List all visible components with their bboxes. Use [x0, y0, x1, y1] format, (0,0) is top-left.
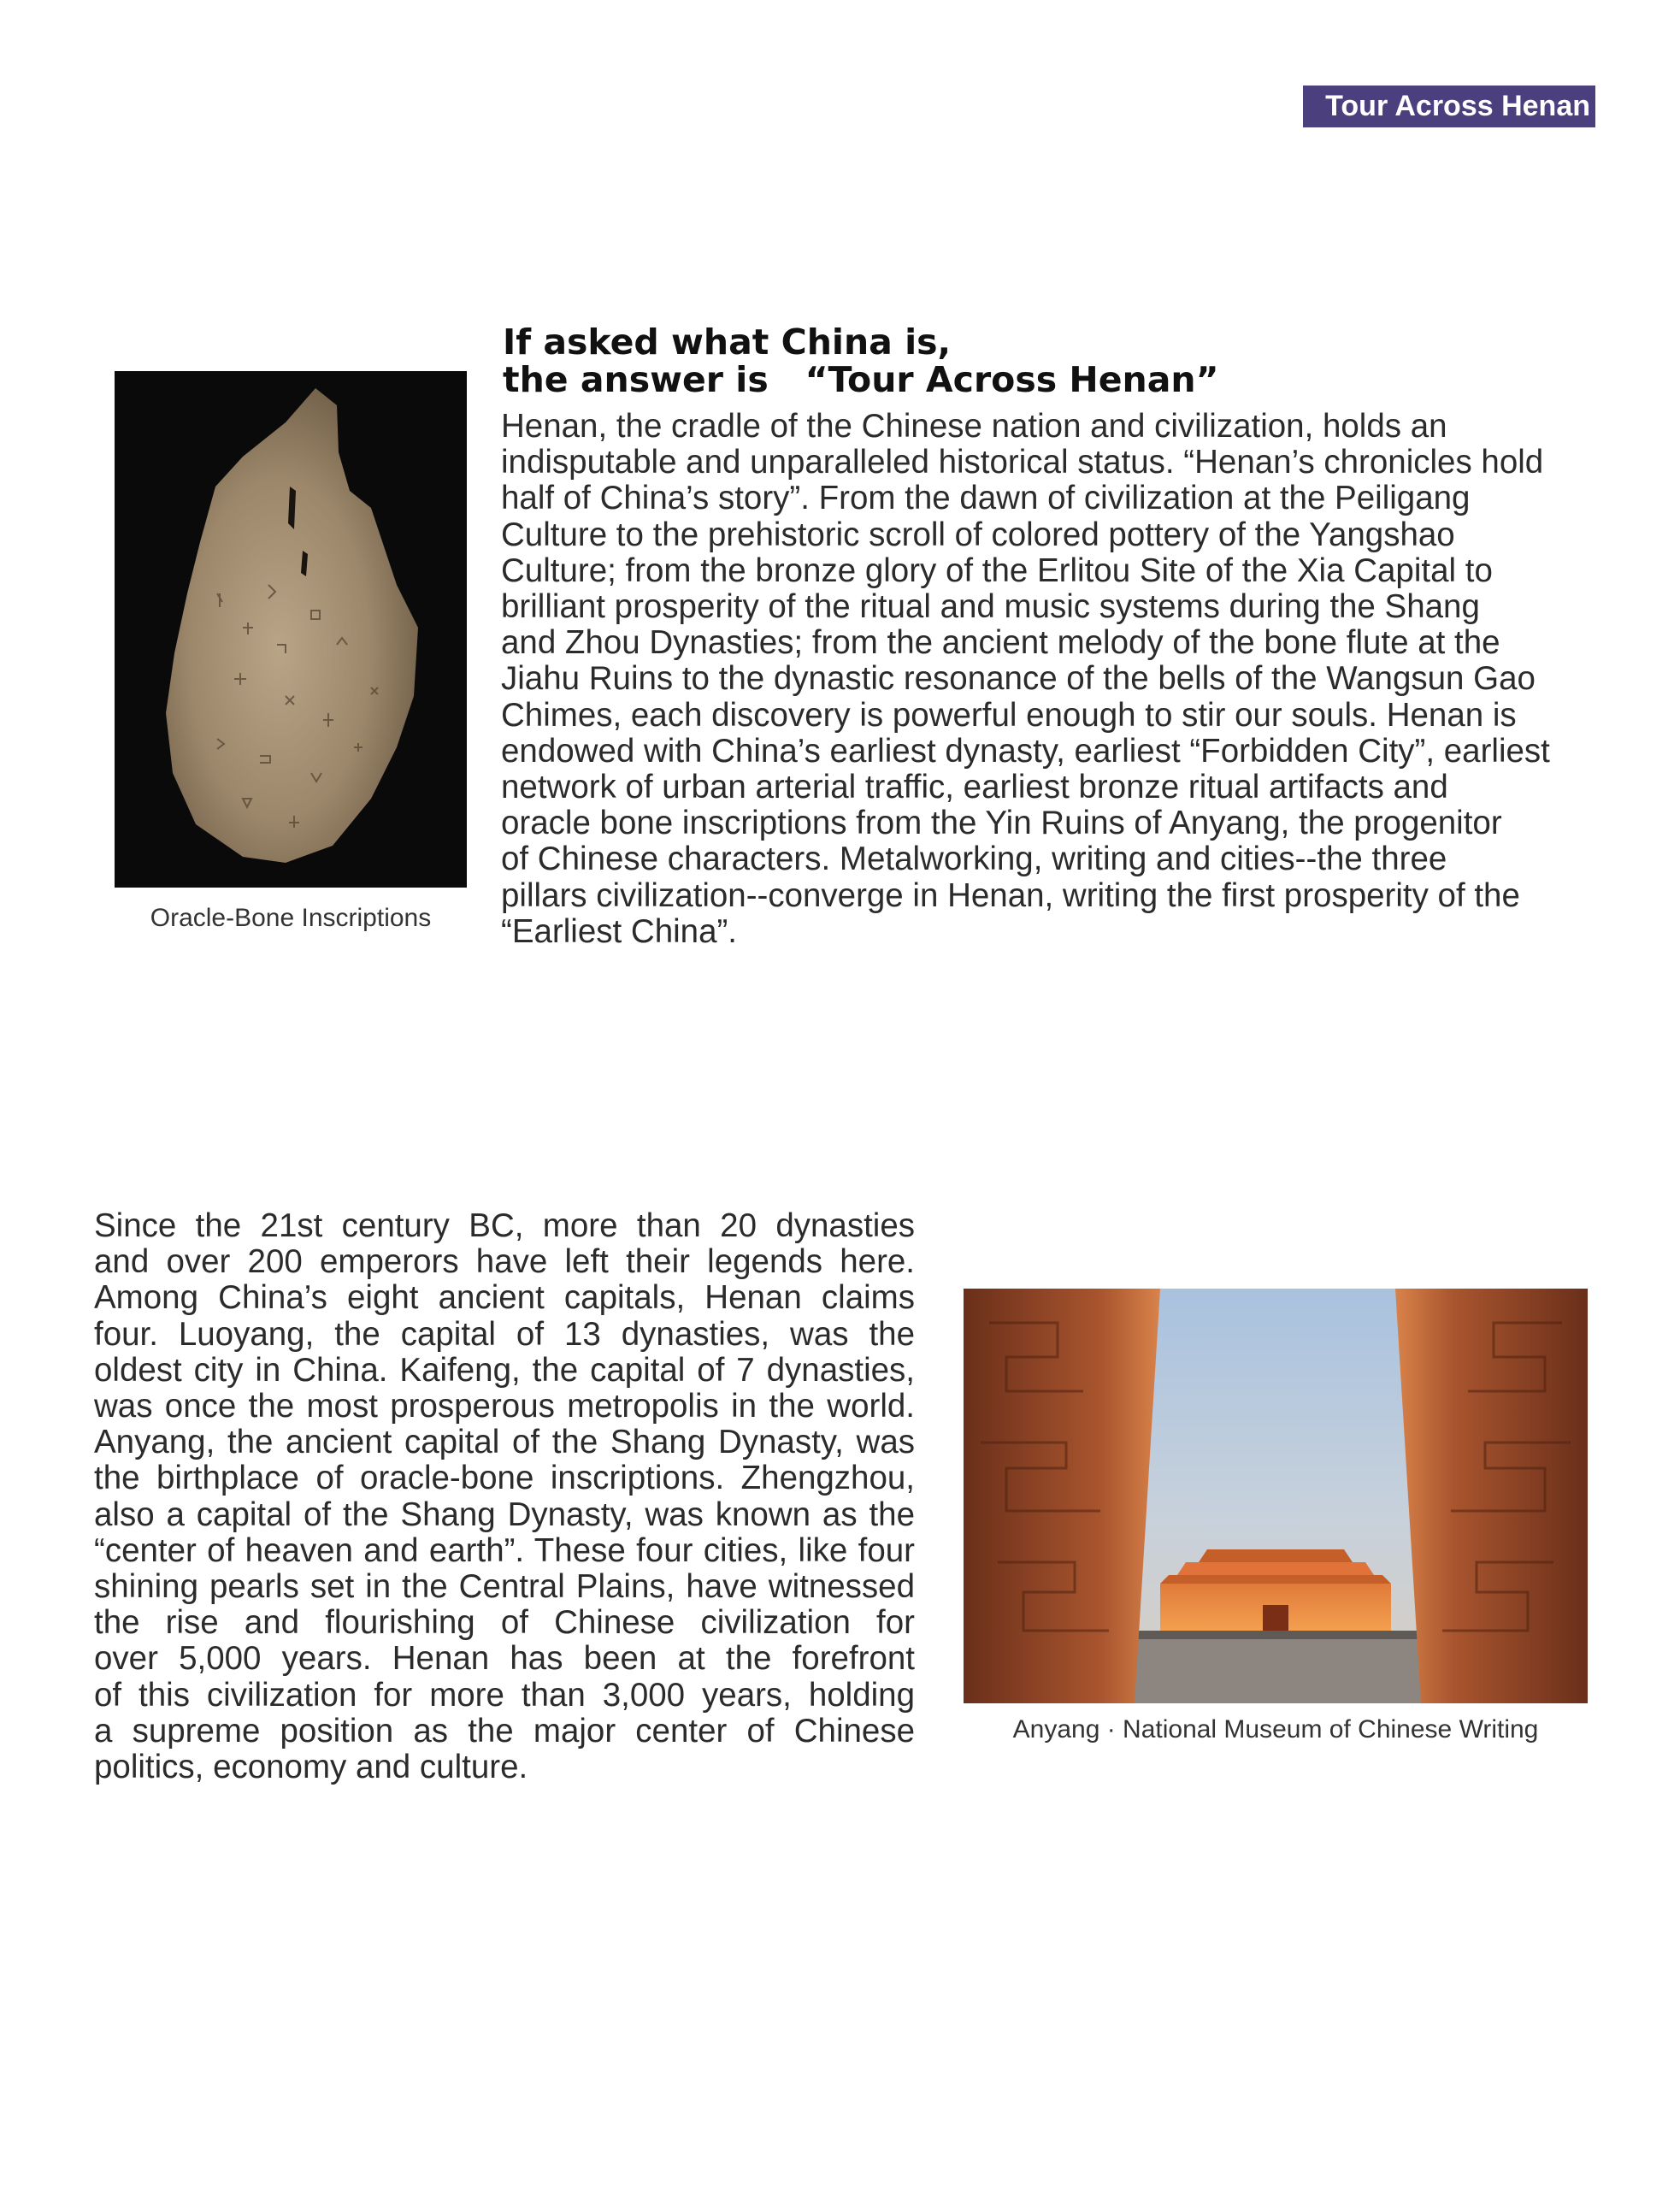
paragraph-line: of this civilization for more than 3,000 years, holding [94, 1676, 915, 1714]
paragraph-line: of Chinese characters. Metalworking, writing and cities--the three [501, 841, 1447, 878]
paragraph-line: half of China’s story”. From the dawn of civilization at the Peiligang [501, 480, 1471, 517]
section-title [503, 323, 1614, 398]
paragraph-line: indisputable and unparalleled historical status. “Henan’s chronicles hold [501, 444, 1544, 481]
paragraph-line: and over 200 emperors have left their legends here. [94, 1243, 915, 1281]
oracle-bone-caption: Oracle-Bone Inscriptions [150, 904, 432, 932]
museum-photo [964, 1289, 1588, 1703]
paragraph-line: Since the 21st century BC, more than 20 dynasties [94, 1207, 915, 1244]
paragraph-line: was once the most prosperous metropolis in the world. [94, 1388, 915, 1425]
paragraph-line: shining pearls set in the Central Plains, have witnessed [94, 1568, 915, 1606]
museum-caption: Anyang · National Museum of Chinese Writing [1012, 1715, 1539, 1744]
capitals-paragraph [94, 1208, 915, 1785]
paragraph-line: pillars civilization--converge in Henan, writing the first prosperity of the [501, 876, 1520, 914]
paragraph-line: the rise and flourishing of Chinese civilization for [94, 1604, 915, 1642]
paragraph-line: Culture to the prehistoric scroll of colored pottery of the Yangshao [501, 516, 1455, 553]
paragraph-line: oldest city in China. Kaifeng, the capital of 7 dynasties, [94, 1351, 915, 1389]
paragraph-line: Among China’s eight ancient capitals, Henan claims [94, 1279, 915, 1317]
paragraph-line: brilliant prosperity of the ritual and music systems during the Shang [501, 588, 1480, 626]
paragraph-line: “Earliest China”. [501, 912, 738, 950]
paragraph-line: a supreme position as the major center of Chinese [94, 1712, 915, 1749]
paragraph-line: four. Luoyang, the capital of 13 dynasties, was the [94, 1315, 915, 1353]
paragraph-line: endowed with China’s earliest dynasty, earliest “Forbidden City”, earliest [501, 732, 1550, 770]
paragraph-line: network of urban arterial traffic, earliest bronze ritual artifacts and [501, 769, 1448, 806]
paragraph-line: Anyang, the ancient capital of the Shang Dynasty, was [94, 1424, 915, 1461]
paragraph-line: Henan, the cradle of the Chinese nation and civilization, holds an [501, 408, 1447, 445]
intro-paragraph [501, 409, 1604, 950]
header-badge: Tour Across Henan [1303, 86, 1595, 127]
paragraph-line: the birthplace of oracle-bone inscriptions. Zhengzhou, [94, 1460, 915, 1497]
paragraph-line: also a capital of the Shang Dynasty, was known as the [94, 1496, 915, 1533]
paragraph-line: and Zhou Dynasties; from the ancient melody of the bone flute at the [501, 624, 1500, 662]
paragraph-line: Culture; from the bronze glory of the Erlitou Site of the Xia Capital to [501, 552, 1493, 589]
title-line: the answer is “Tour Across Henan” [503, 359, 1219, 400]
title-line: If asked what China is, [503, 322, 952, 363]
paragraph-line: Jiahu Ruins to the dynastic resonance of the bells of the Wangsun Gao [501, 660, 1536, 698]
oracle-bone-photo [115, 371, 467, 888]
paragraph-line: oracle bone inscriptions from the Yin Ruins of Anyang, the progenitor [501, 805, 1502, 842]
paragraph-line: over 5,000 years. Henan has been at the forefront [94, 1640, 915, 1678]
paragraph-line: “center of heaven and earth”. These four cities, like four [94, 1531, 915, 1569]
paragraph-line: Chimes, each discovery is powerful enough to stir our souls. Henan is [501, 696, 1517, 734]
paragraph-line: politics, economy and culture. [94, 1749, 528, 1786]
